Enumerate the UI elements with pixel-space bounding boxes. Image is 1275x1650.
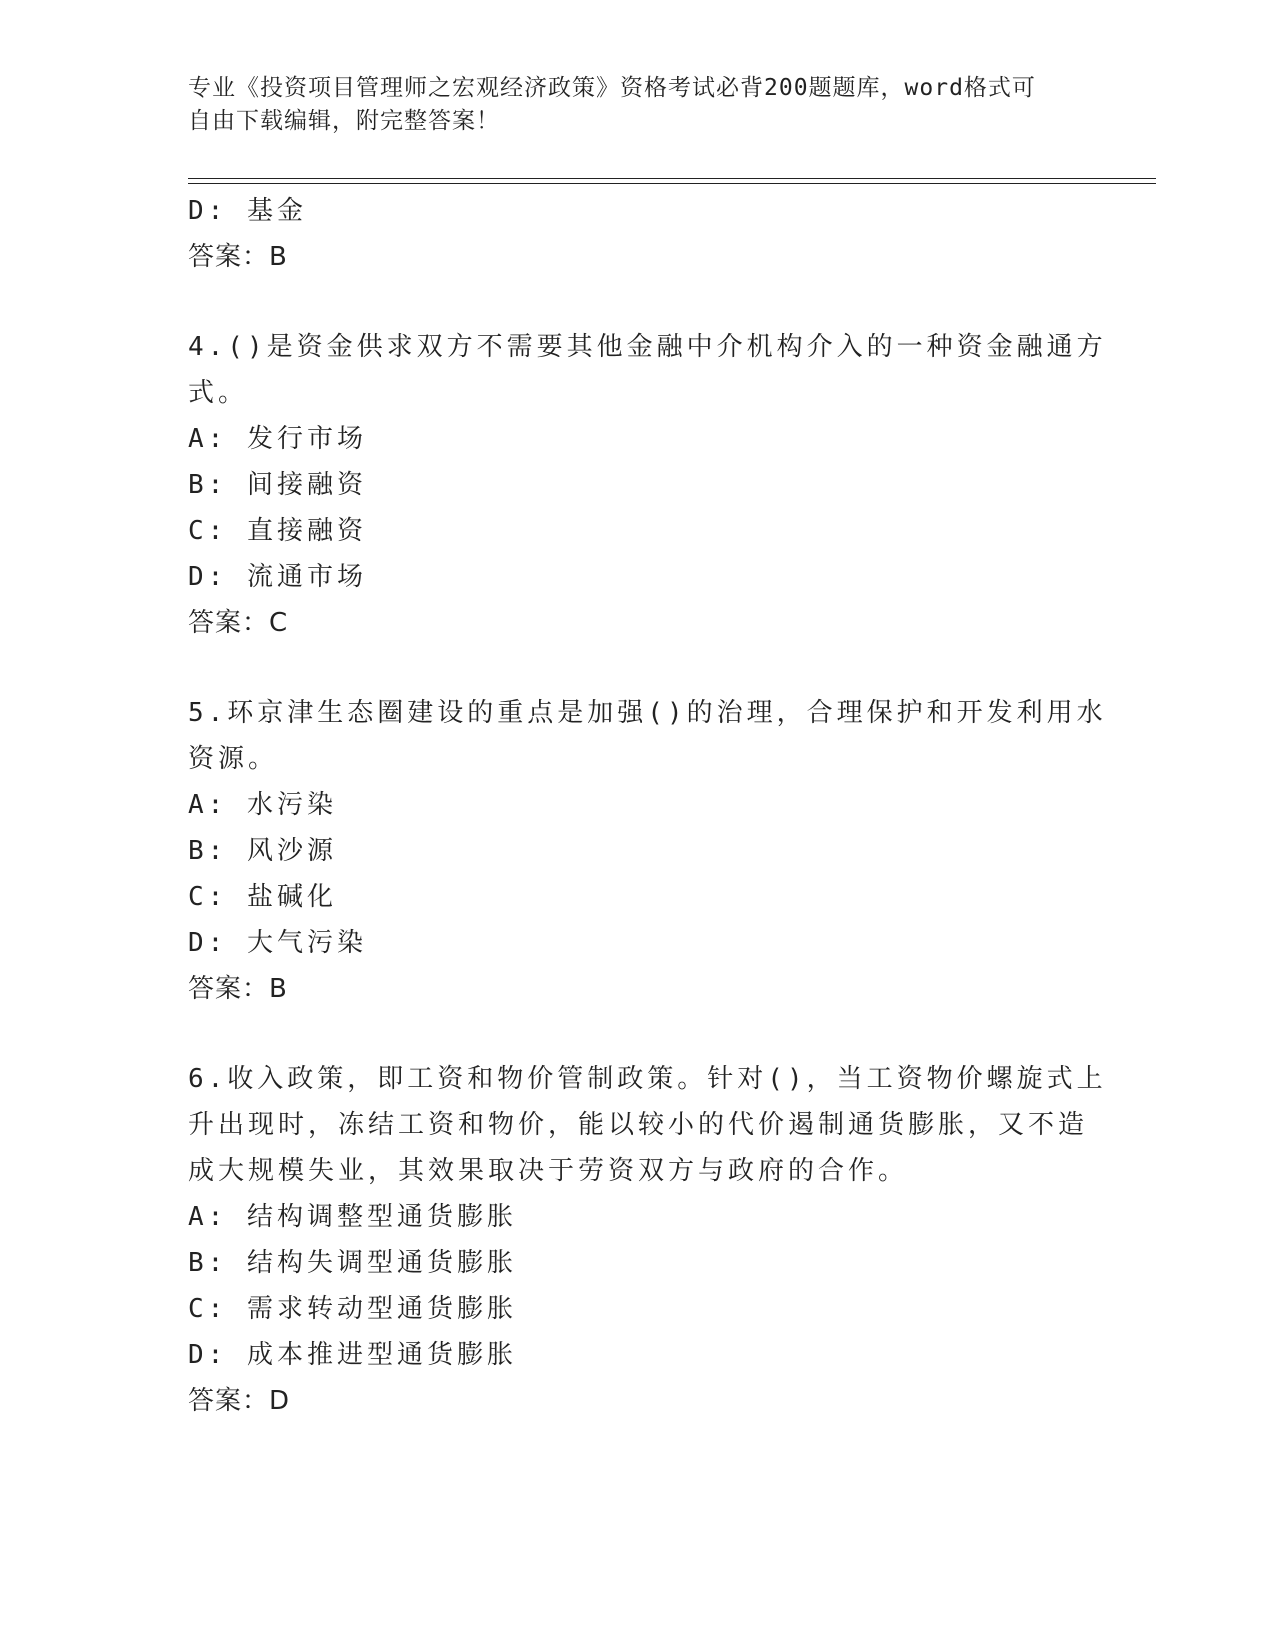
- spacer: [188, 646, 1068, 690]
- question-5: [188, 690, 1107, 1012]
- header-title-line-1: 专业《投资项目管理师之宏观经济政策》资格考试必背200题题库，word格式可: [188, 75, 1036, 101]
- answer-line: 答案：D: [188, 1386, 291, 1416]
- option-b: B: 结构失调型通货膨胀: [188, 1248, 517, 1278]
- option-c: C: 直接融资: [188, 516, 367, 546]
- answer-line: 答案：C: [188, 608, 289, 638]
- option-a: A: 结构调整型通货膨胀: [188, 1202, 517, 1232]
- spacer: [188, 1012, 1068, 1056]
- option-d: D: 流通市场: [188, 562, 367, 592]
- header-double-rule: [188, 178, 1156, 184]
- header-title-line-2: 自由下载编辑，附完整答案！: [188, 108, 500, 134]
- answer-line: 答案：B: [188, 242, 288, 272]
- option-b: B: 风沙源: [188, 836, 337, 866]
- question-list: [188, 188, 1107, 1424]
- question-6: [188, 1056, 1107, 1424]
- question-stem-line: 式。: [188, 378, 249, 408]
- document-header: [188, 72, 1068, 138]
- question-stem-line: 升出现时，冻结工资和物价，能以较小的代价遏制通货膨胀，又不造: [188, 1110, 1089, 1140]
- answer-line: 答案：B: [188, 974, 288, 1004]
- question-stem-line: 6.收入政策，即工资和物价管制政策。针对()，当工资物价螺旋式上: [188, 1064, 1107, 1094]
- option-c: C: 盐碱化: [188, 882, 337, 912]
- option-d: D: 大气污染: [188, 928, 367, 958]
- option-d: D: 成本推进型通货膨胀: [188, 1340, 517, 1370]
- question-stem-line: 5.环京津生态圈建设的重点是加强()的治理，合理保护和开发利用水: [188, 698, 1107, 728]
- question-stem-line: 资源。: [188, 744, 279, 774]
- option-d: D: 基金: [188, 196, 307, 226]
- option-b: B: 间接融资: [188, 470, 367, 500]
- option-c: C: 需求转动型通货膨胀: [188, 1294, 517, 1324]
- spacer: [188, 280, 1068, 324]
- option-a: A: 发行市场: [188, 424, 367, 454]
- question-stem-line: 4.()是资金供求双方不需要其他金融中介机构介入的一种资金融通方: [188, 332, 1107, 362]
- option-a: A: 水污染: [188, 790, 337, 820]
- question-stem-line: 成大规模失业，其效果取决于劳资双方与政府的合作。: [188, 1156, 909, 1186]
- question-4: [188, 324, 1107, 646]
